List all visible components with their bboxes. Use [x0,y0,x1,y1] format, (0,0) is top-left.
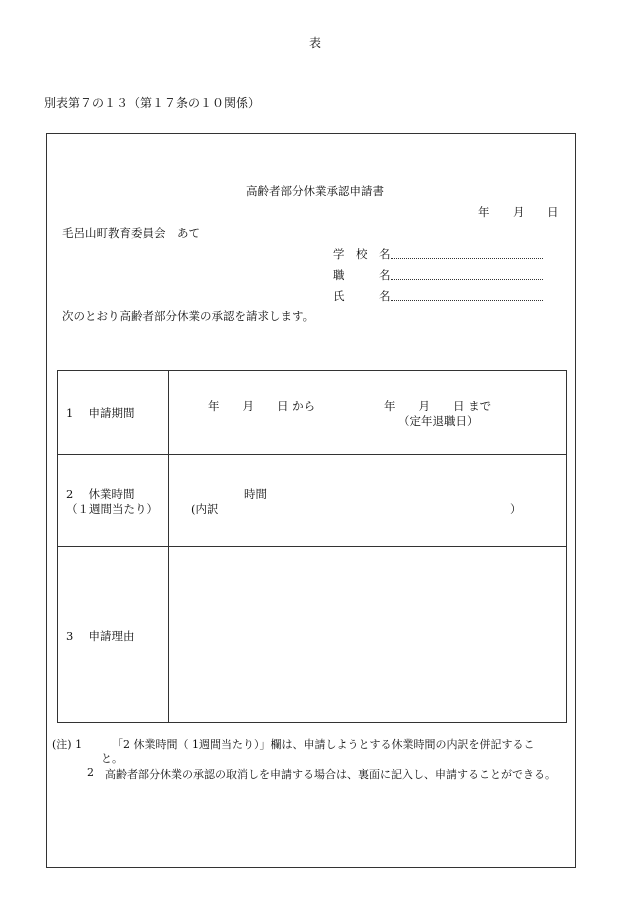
form-title: 高齢者部分休業承認申請書 [246,184,384,198]
date-year-label: 年 [478,205,490,219]
date-day-label: 日 [547,205,559,219]
addressee: 毛呂山町教育委員会 あて [62,226,200,240]
position-line[interactable] [391,279,543,280]
position-label-second: 名 [379,268,391,282]
retirement-date-note: （定年退職日） [398,414,479,428]
request-statement: 次のとおり高齢者部分休業の承認を請求します。 [62,309,315,323]
note-2-text: 高齢者部分休業の承認の取消しを申請する場合は、裏面に記入し、申請することができる。 [105,768,556,781]
name-line[interactable] [391,300,543,301]
period-from[interactable]: 年 月 日 から [208,399,316,413]
date-month-label: 月 [513,205,525,219]
appendix-reference: 別表第７の１３（第１７条の１０関係） [44,96,261,110]
note-1-prefix: (注) 1 [52,738,83,751]
note-1-text: 「2 休業時間（ 1週間当たり）」欄は、申請しようとする休業時間の内訳を併記するこ [112,738,535,751]
leave-hours-sublabel: （１週間当たり） [66,502,158,516]
application-table [57,370,567,723]
school-name-label: 学 校 名 [333,247,391,261]
note-1-continuation: と。 [101,752,123,765]
name-label-second: 名 [379,289,391,303]
page-title: 表 [308,36,321,50]
period-to[interactable]: 年 月 日 まで [384,399,492,413]
school-name-line[interactable] [391,258,543,259]
period-label: 1 申請期間 [66,406,135,420]
name-label-first: 氏 [333,289,345,303]
leave-hours-label: 2 休業時間 [66,487,135,501]
breakdown-open[interactable]: (内訳 [191,502,219,516]
position-label-first: 職 [333,268,345,282]
reason-field[interactable] [170,548,566,722]
hours-field[interactable]: 時間 [244,487,267,501]
reason-label: 3 申請理由 [66,629,135,643]
table-row-divider [58,454,566,455]
breakdown-close: ） [510,502,522,516]
note-2-prefix: 2 [87,766,94,779]
table-row-divider [58,546,566,547]
